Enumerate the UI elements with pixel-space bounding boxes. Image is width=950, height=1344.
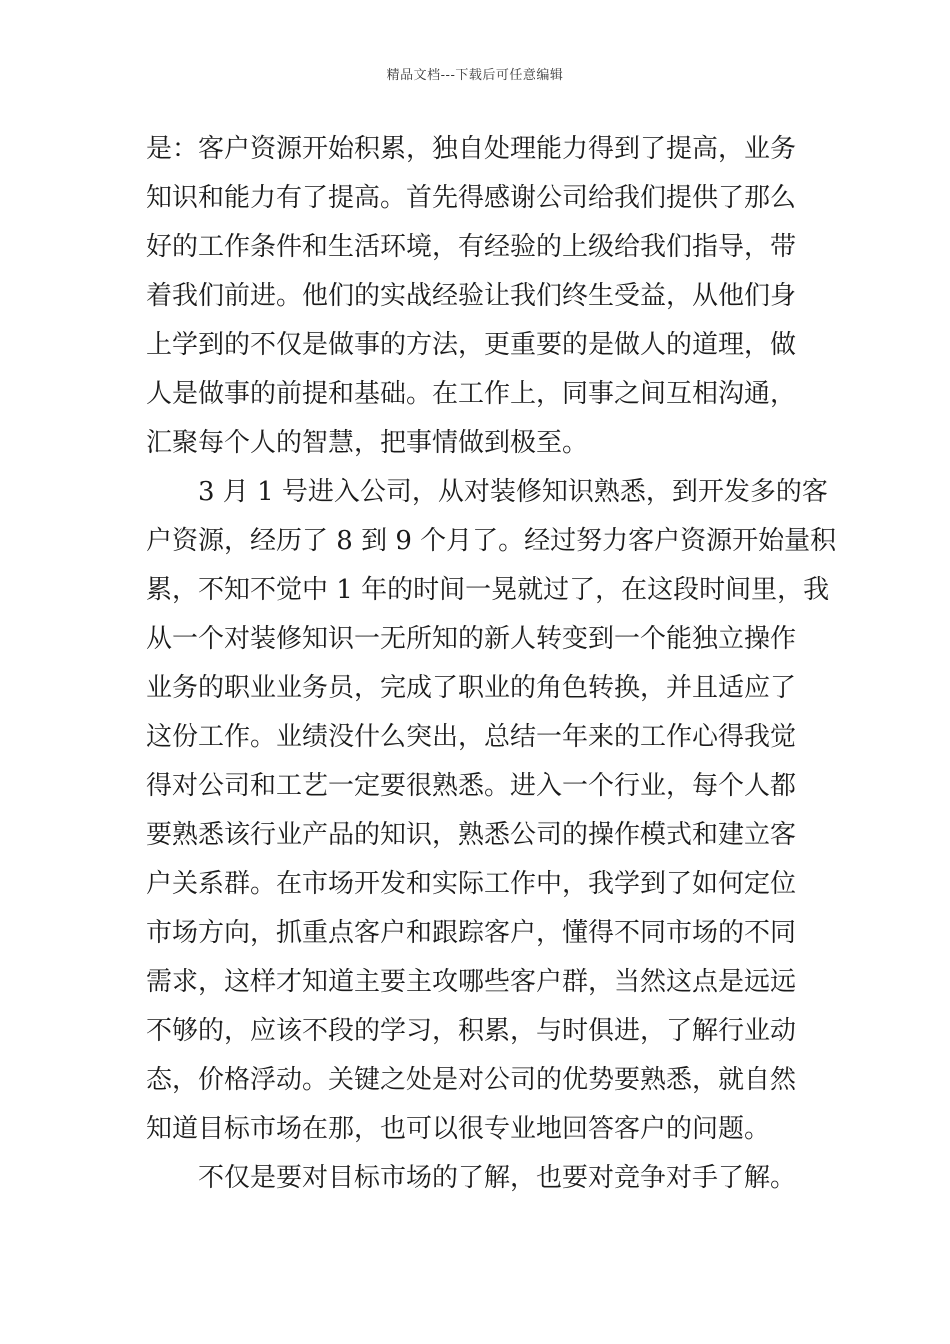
- text-line: 要熟悉该行业产品的知识，熟悉公司的操作模式和建立客: [146, 820, 797, 850]
- text-line: 户资源，经历了 8 到 9 个月了。经过努力客户资源开始量积: [146, 526, 837, 556]
- text-line: 上学到的不仅是做事的方法，更重要的是做人的道理，做: [146, 330, 797, 360]
- text-line: 着我们前进。他们的实战经验让我们终生受益，从他们身: [146, 281, 797, 311]
- text-line: 从一个对装修知识一无所知的新人转变到一个能独立操作: [146, 624, 797, 654]
- text-line: 累，不知不觉中 1 年的时间一晃就过了，在这段时间里，我: [146, 575, 830, 605]
- text-line: 态，价格浮动。关键之处是对公司的优势要熟悉，就自然: [146, 1065, 797, 1095]
- paragraph: [146, 1154, 806, 1203]
- text-line: 业务的职业业务员，完成了职业的角色转换，并且适应了: [146, 673, 797, 703]
- page-header: 精品文档---下载后可任意编辑: [386, 68, 564, 83]
- text-line: 需求，这样才知道主要主攻哪些客户群，当然这点是远远: [146, 967, 797, 997]
- text-line: 人是做事的前提和基础。在工作上，同事之间互相沟通，: [146, 379, 797, 409]
- text-line: 好的工作条件和生活环境，有经验的上级给我们指导，带: [146, 232, 797, 262]
- text-line: 汇聚每个人的智慧，把事情做到极至。: [146, 428, 589, 458]
- text-line: 这份工作。业绩没什么突出，总结一年来的工作心得我觉: [146, 722, 797, 752]
- paragraph: [146, 125, 806, 468]
- text-line: 知识和能力有了提高。首先得感谢公司给我们提供了那么: [146, 183, 797, 213]
- text-line: 知道目标市场在那，也可以很专业地回答客户的问题。: [146, 1114, 771, 1144]
- text-line: 3 月 1 号进入公司，从对装修知识熟悉，到开发多的客: [198, 477, 828, 507]
- text-line: 得对公司和工艺一定要很熟悉。进入一个行业，每个人都: [146, 771, 797, 801]
- paragraph: [146, 468, 837, 1154]
- text-line: 是：客户资源开始积累，独自处理能力得到了提高，业务: [146, 134, 797, 164]
- document-body: [146, 125, 837, 1203]
- text-line: 不仅是要对目标市场的了解，也要对竞争对手了解。: [198, 1163, 797, 1193]
- text-line: 户关系群。在市场开发和实际工作中，我学到了如何定位: [146, 869, 797, 899]
- text-line: 不够的，应该不段的学习，积累，与时俱进，了解行业动: [146, 1016, 797, 1046]
- text-line: 市场方向，抓重点客户和跟踪客户，懂得不同市场的不同: [146, 918, 797, 948]
